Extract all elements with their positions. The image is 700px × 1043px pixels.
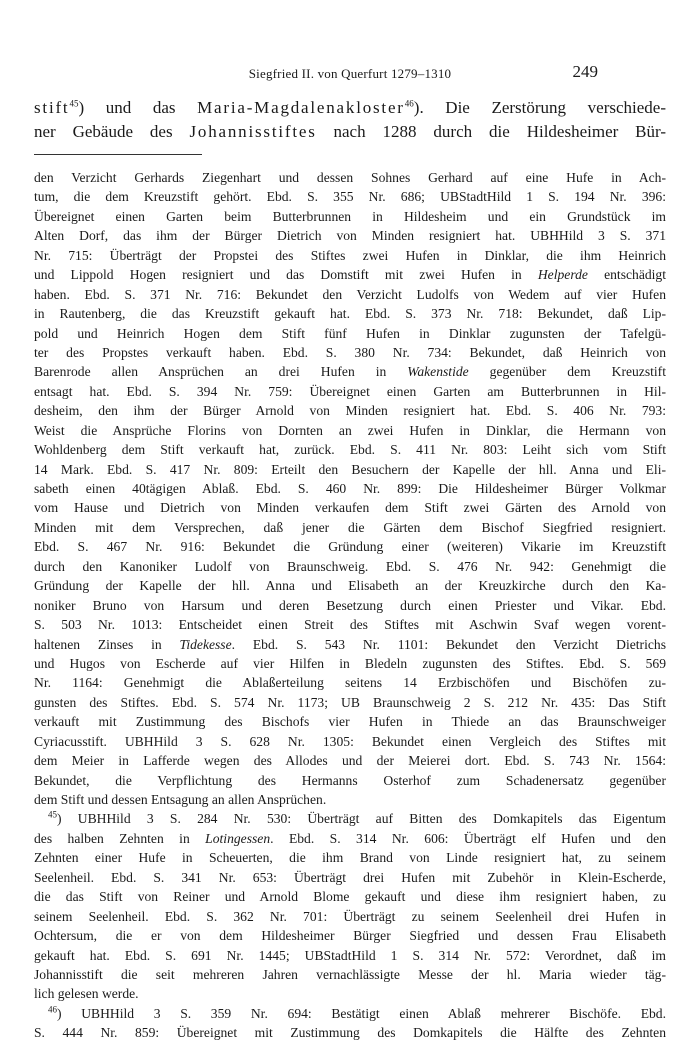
footnote-line: haben. Ebd. S. 371 Nr. 716: Bekundet den Verzicht Ludolfs von Wedem auf vier Hufen [34,286,666,302]
footnote-line: in Rautenberg, die das Kreuzstift gekauft hat. Ebd. S. 373 Nr. 718: Bekundet, daß Lip- [34,306,666,322]
footnote-line: 14 Mark. Ebd. S. 417 Nr. 809: Erteilt den Besuchern der Kapelle der hll. Anna und Eli- [34,461,666,477]
footnote-line: Ebd. S. 467 Nr. 916: Bekundet die Gründung einer (weiteren) Vikarie im Kreuzstift [34,539,666,555]
place-name: Wakenstide [407,364,469,380]
footnote-line [34,362,666,381]
footnote-line: verkauft mit Zustimmung des Bischofs vier Hufen in Thiede an das Braunschweiger [34,714,666,730]
footnote-line: dem Stift und dessen Entsagung an allen Ansprüchen. [34,792,327,807]
footnote-44-continued [34,168,666,809]
footnote-rule [34,154,202,155]
footnote-line: Johannisstift die seit mehreren Jahren vernachlässigte Messe der hl. Maria wieder täg- [34,966,666,982]
footnote-line: entsagt hat. Ebd. S. 394 Nr. 759: Übereignet einen Garten am Butterbrunnen in Hil- [34,383,666,399]
footnote-line: gunsten des Stiftes. Ebd. S. 574 Nr. 1173; UB Braunschweig 2 S. 212 Nr. 435: Das Stift [34,694,666,710]
footnote-line [34,809,666,828]
text-run: . Ebd. S. 543 Nr. 1101: Bekundet den Verzicht Dietrichs [231,636,666,652]
footnote-line: Wohldenberg dem Stift verkauft hat, zurück. Ebd. S. 411 Nr. 803: Leiht sich vom Stift [34,442,666,458]
footnote-line [34,1004,666,1023]
footnote-ref-46: 46 [404,98,414,109]
footnote-line: Nr. 715: Überträgt der Propstei des Stiftes zwei Hufen in Dinklar, die ihm Heinrich [34,247,666,263]
footnote-line: lich gelesen werde. [34,986,139,1002]
footnote-line: Weist die Ansprüche Florins von Dornten an zwei Hufen in Dinklar, die Hermann von [34,422,666,438]
footnote-line: sabeth einen 40tägigen Ablaß. Ebd. S. 460 Nr. 899: Die Hildesheimer Bürger Volkmar [34,481,666,496]
footnote-line: seinem Seelenheil. Ebd. S. 362 Nr. 701: Überträgt zu seinem Seelenheil drei Hufen in [34,908,666,924]
footnote-line [34,635,666,654]
text-run: haltenen Zinses in [34,636,180,652]
footnote-line: Gründung der Kapelle der hll. Anna und Elisabeth an der Kreuzkirche durch den Ka- [34,578,666,594]
footnote-line: desheim, den ihm der Bürger Arnold von Minden resigniert hat. Ebd. S. 406 Nr. 793: [34,403,666,419]
footnote-line [34,829,666,848]
footnote-line: Zehnten einer Hufe in Scheuerten, die ihm Brand von Linde resigniert hat, zu seinem [34,850,666,866]
main-text [34,96,666,144]
text-run: des halben Zehnten in [34,830,206,846]
footnote-line: tum, die dem Kreuzstift gehört. Ebd. S. 355 Nr. 686; UBStadtHild 1 S. 194 Nr. 396: [34,189,666,205]
text-run: ) und das [78,98,198,117]
footnote-line: dem Meier in Lafferde wegen des Allodes und der Meierei dort. Ebd. S. 743 Nr. 1564: [34,753,666,769]
text-run: Barenrode allen Ansprüchen an drei Hufen in [34,364,408,380]
footnote-number: 45 [48,809,57,820]
text-run: ) UBHHild 3 S. 359 Nr. 694: Bestätigt einen Ablaß mehrerer Bischöfe. Ebd. [57,1005,666,1021]
page-number: 249 [572,62,598,81]
place-name: Lotingessen [205,830,271,846]
text-run: ) UBHHild 3 S. 284 Nr. 530: Überträgt auf Bitten des Domkapitels das Eigentum [57,811,666,827]
footnote-line: noniker Bruno von Harsum und deren Besetzung durch einen Priester und Vikar. Ebd. [34,597,666,613]
footnote-line: und Hugos von Escherde auf vier Hilfen in Bledeln zugunsten des Stiftes. Ebd. S. 569 [34,655,666,671]
footnote-line: S. 444 Nr. 859: Übereignet mit Zustimmung des Domkapitels die Hälfte des Zehnten [34,1025,666,1041]
text-run: nach 1288 durch die Hildesheimer Bür- [316,122,666,141]
running-title: Siegfried II. von Querfurt 1279–1310 [248,66,452,81]
text-run: ). Die Zerstörung verschiede- [413,98,666,117]
footnote-line: Minden mit dem Versprechen, daß jener die Gärten dem Bischof Siegfried resigniert. [34,519,666,535]
text-run: entschädigt [587,267,666,283]
footnote-line: gekauft hat. Ebd. S. 691 Nr. 1445; UBStadtHild 1 S. 314 Nr. 572: Verordnet, daß im [34,947,666,963]
footnote-line: pold und Heinrich Hogen dem Stift fünf Hufen in Dinklar zugunsten der Tafelgü- [34,325,666,341]
footnotes [34,168,666,1043]
footnote-number: 46 [48,1004,57,1015]
text-run: stift [34,98,70,117]
footnote-line: Ochtersum, die er von dem Hildesheimer Bürger Siegfried und dessen Frau Elisabeth [34,928,666,944]
footnote-line: Seelenheil. Ebd. S. 341 Nr. 653: Überträgt drei Hufen mit Zubehör in Klein-Escherde, [34,869,666,885]
footnote-line: ter des Propstes verkauft haben. Ebd. S. 380 Nr. 734: Bekundet, daß Heinrich von [34,344,666,360]
text-run: gegenüber dem Kreuzstift [468,364,666,380]
footnote-line: vom Hause und Dietrich von Minden verkaufen dem Stift zwei Gärten des Arnold von [34,500,666,516]
footnote-ref-45: 45 [69,98,79,109]
footnote-line: die das Stift von Reiner und Arnold Blome gekauft und diese ihm resigniert haben, zu [34,889,666,905]
footnote-line: durch den Kanoniker Ludolf von Braunschweig. Ebd. S. 476 Nr. 942: Genehmigt die [34,558,666,574]
place-name: Tidekesse [179,636,232,652]
text-run: Maria-Magdalenakloster [197,98,405,117]
footnote-line: S. 503 Nr. 1013: Entscheidet einen Streit des Stiftes mit Aschwin Svaf wegen vorent- [34,617,666,633]
main-text-line [34,96,666,120]
footnote-line: Bekundet, die Verpflichtung des Hermanns Osterhof zum Schadenersatz gegenüber [34,772,666,788]
footnote-46 [34,1004,666,1043]
running-head [0,64,700,84]
footnote-line: Cyriacusstift. UBHHild 3 S. 628 Nr. 1305: Bekundet einen Vergleich des Stiftes mit [34,733,666,749]
footnote-line: Übereignet einen Garten beim Butterbrunnen in Hildesheim und ein Grundstück im [34,208,666,224]
footnote-line: Alten Dorf, das ihm der Bürger Dietrich von Minden resigniert hat. UBHHild 3 S. 371 [34,228,666,244]
main-text-line [34,120,666,144]
footnote-45 [34,809,666,1003]
text-run: Johannisstiftes [189,122,317,141]
footnote-line: Nr. 1164: Genehmigt die Ablaßerteilung seitens 14 Erzbischöfen und Bischöfen zu- [34,675,666,691]
footnote-line [34,265,666,284]
text-run: . Ebd. S. 314 Nr. 606: Überträgt elf Hufen und den [270,830,666,846]
text-run: und Lippold Hogen resigniert und das Domstift mit zwei Hufen in [34,267,538,283]
text-run: ner Gebäude des [34,122,190,141]
footnote-line: den Verzicht Gerhards Ziegenhart und dessen Sohnes Gerhard auf eine Hufe in Ach- [34,170,666,185]
place-name: Helperde [537,267,588,283]
